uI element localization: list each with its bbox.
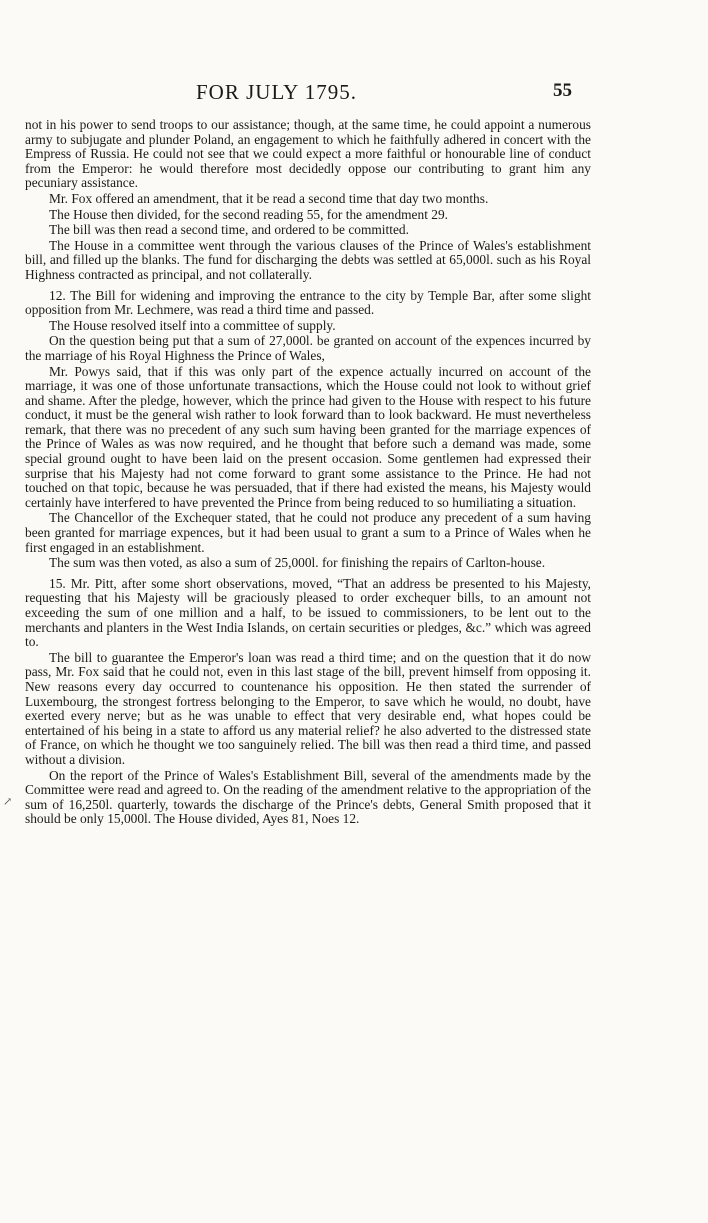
paragraph: The House in a committee went through the various clauses of the Prince of Wales's establishment bill, and filled up the blanks. The fund for discharging the debts was settled at 65,000l. such as his Royal Highness contracted as principal, and not collaterally. <box>25 237 591 282</box>
page-number: 55 <box>553 80 572 101</box>
paragraph: Mr. Powys said, that if this was only part of the expence actually incurred on account of the marriage, it was one of those unfortunate transactions, which the House could not look to without grief and shame. After the pledge, however, which the prince had given to the House with respect to his future conduct, it must be the general wish rather to look forward than to look backward. He must nevertheless remark, that there was no precedent of any such sum having been granted for the marriage expences of the Prince of Wales as was now required, and he thought that before such a demand was made, some special ground ought to have been laid on the present occasion. Some gentlemen had expressed their surprise that his Majesty had not come forward to grant some assistance to the Prince. He had not touched on that topic, because he was persuaded, that if there had existed the means, his Majesty would certainly have interfered to have prevented the Prince from being reduced to so humiliating a situation. <box>25 363 591 510</box>
paragraph: The House resolved itself into a committee of supply. <box>49 317 336 333</box>
paragraph: 12. The Bill for widening and improving the entrance to the city by Temple Bar, after some slight opposition from Mr. Lechmere, was read a third time and passed. <box>25 287 591 318</box>
paragraph: On the report of the Prince of Wales's Establishment Bill, several of the amendments made by the Committee were read and agreed to. On the reading of the amendment relative to the appropriation of the sum of 16,250l. quarterly, towards the discharge of the Prince's debts, General Smith proposed that it should be only 15,000l. The House divided, Ayes 81, Noes 12. <box>25 767 591 827</box>
paragraph: On the question being put that a sum of 27,000l. be granted on account of the expences incurred by the marriage of his Royal Highness the Prince of Wales, <box>25 333 591 363</box>
paragraph: not in his power to send troops to our assistance; though, at the same time, he could appoint a numerous army to subjugate and plunder Poland, an engagement to which he faithfully adhered in concert with the Empress of Russia. He could not see that we could expect a more faithful or honourable line of conduct from the Emperor: he would therefore most decidedly oppose our contributing to grant him any pecuniary assistance. <box>25 117 591 191</box>
paragraph: The House then divided, for the second reading 55, for the amendment 29. <box>49 206 448 222</box>
page-header <box>0 80 708 112</box>
paragraph: Mr. Fox offered an amendment, that it be read a second time that day two months. <box>49 190 489 206</box>
paragraph: The sum was then voted, as also a sum of 25,000l. for finishing the repairs of Carlton-house. <box>49 555 546 571</box>
paragraph: The Chancellor of the Exchequer stated, that he could not produce any precedent of a sum having been granted for marriage expences, but it had been usual to grant a sum to a Prince of Wales when he first engaged in an establishment. <box>25 510 591 555</box>
paragraph: 15. Mr. Pitt, after some short observations, moved, “That an address be presented to his Majesty, requesting that his Majesty will be graciously pleased to order exchequer bills, to an amount not exceeding the sum of one million and a half, to be issued to commissioners, to be lent out to the merchants and planters in the West India Islands, on certain securities or pledges, &c.” which was agreed to. <box>25 575 591 650</box>
paragraph: The bill was then read a second time, and ordered to be committed. <box>49 222 409 238</box>
paragraph: The bill to guarantee the Emperor's loan was read a third time; and on the question that it do now pass, Mr. Fox said that he could not, even in this last stage of the bill, prevent himself from opposing it. New reasons every day occurred to countenance his opposition. He then stated the surrender of Luxembourg, the strongest fortress belonging to the Emperor, to save which he would, no doubt, have exerted every nerve; but as he was unable to effect that very desirable end, what hopes could be entertained of his being in a state to afford us any material relief? he also adverted to the distressed state of France, on which he thought we too sanguinely relied. The bill was then read a third time, and passed without a division. <box>25 649 591 767</box>
margin-mark: ↗ <box>3 796 13 808</box>
running-head: FOR JULY 1795. <box>196 80 358 104</box>
body-text <box>25 118 591 828</box>
